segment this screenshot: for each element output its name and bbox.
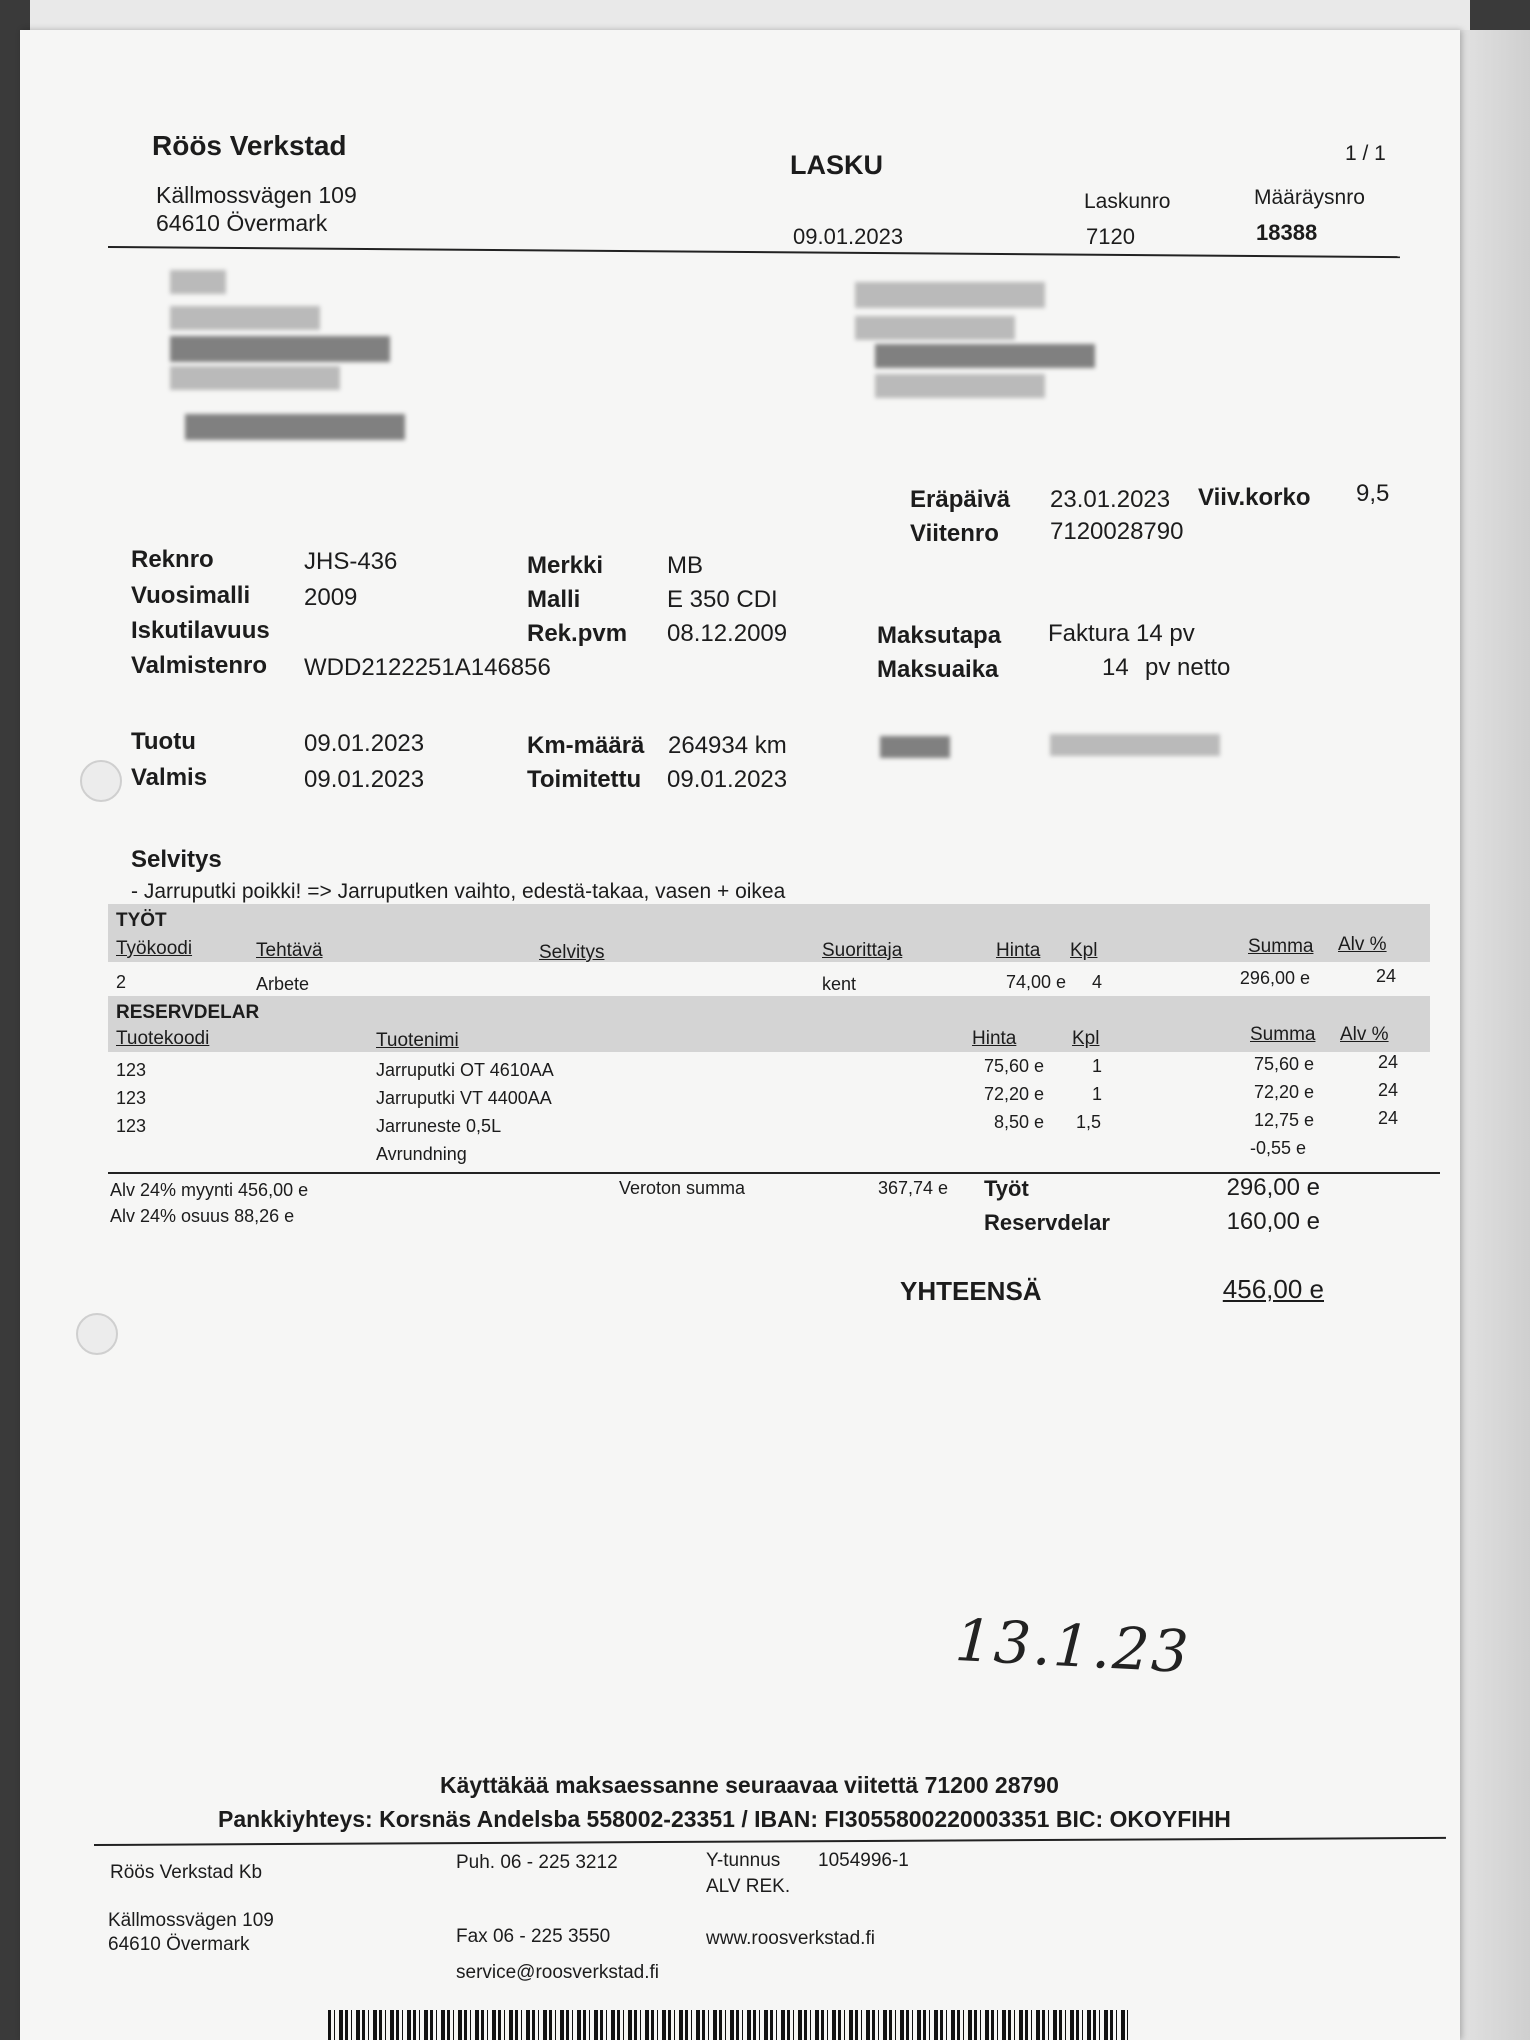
vin: WDD2122251A146856 <box>304 654 551 681</box>
part-price: 8,50 e <box>993 1112 1044 1132</box>
parts-section-title: RESERVDELAR <box>116 1002 260 1023</box>
reg-label: Reknro <box>131 546 214 573</box>
footer-alv: ALV REK. <box>706 1876 791 1897</box>
explanation-label: Selvitys <box>131 846 222 873</box>
make-label: Merkki <box>527 552 604 579</box>
mileage: 264934 km <box>668 732 787 759</box>
punch-hole <box>80 760 122 802</box>
arrived-label: Tuotu <box>131 728 196 755</box>
work-row-code: 2 <box>116 972 127 992</box>
part-code: 123 <box>116 1088 147 1108</box>
work-col-desc: Selvitys <box>539 942 605 963</box>
grand-total: 456,00 e <box>1222 1274 1324 1304</box>
part-sum: 75,60 e <box>1253 1054 1314 1074</box>
redacted-text <box>855 316 1015 340</box>
parts-header-band <box>108 996 1430 1052</box>
footer-company: Röös Verkstad Kb <box>110 1862 263 1883</box>
redacted-text <box>170 336 390 362</box>
footer-website: www.roosverkstad.fi <box>706 1928 875 1949</box>
order-number: 18388 <box>1256 220 1318 245</box>
rounding-label: Avrundning <box>376 1144 467 1164</box>
redacted-text <box>170 270 226 294</box>
paper-edge <box>1450 30 1530 2040</box>
part-name: Jarruputki OT 4610AA <box>376 1060 554 1080</box>
invoice-page <box>20 30 1460 2040</box>
work-row-performer: kent <box>822 974 857 994</box>
payment-method-label: Maksutapa <box>877 622 1002 649</box>
parts-col-vat: Alv % <box>1340 1024 1389 1045</box>
net-sum-label: Veroton summa <box>619 1178 746 1198</box>
company-name: Röös Verkstad <box>152 130 347 161</box>
work-row-sum: 296,00 e <box>1239 968 1310 988</box>
document-date: 09.01.2023 <box>793 224 904 249</box>
parts-col-name: Tuotenimi <box>376 1030 459 1051</box>
net-sum: 367,74 e <box>878 1178 949 1198</box>
interest-label: Viiv.korko <box>1198 484 1311 511</box>
part-qty: 1 <box>1092 1084 1103 1104</box>
vat-sales: Alv 24% myynti 456,00 e <box>110 1180 309 1200</box>
part-price: 75,60 e <box>983 1056 1044 1076</box>
company-city: 64610 Övermark <box>156 210 328 236</box>
footer-city: 64610 Övermark <box>108 1934 250 1955</box>
model-year-label: Vuosimalli <box>131 582 251 609</box>
work-col-sum: Summa <box>1248 936 1314 957</box>
model: E 350 CDI <box>667 586 778 613</box>
work-total-label: Työt <box>984 1176 1029 1201</box>
work-col-performer: Suorittaja <box>822 940 903 961</box>
arrived-date: 09.01.2023 <box>304 730 425 757</box>
part-name: Jarruneste 0,5L <box>376 1116 502 1136</box>
due-date: 23.01.2023 <box>1050 486 1171 513</box>
work-row-qty: 4 <box>1092 972 1103 992</box>
explanation-text: - Jarruputki poikki! => Jarruputken vaihto, edestä-takaa, vasen + oikea <box>131 880 786 903</box>
part-sum: 72,20 e <box>1253 1082 1314 1102</box>
reg-number: JHS-436 <box>304 548 398 575</box>
parts-total: 160,00 e <box>1226 1208 1320 1235</box>
redacted-text <box>855 282 1045 308</box>
reference-number: 7120028790 <box>1050 518 1184 545</box>
ready-date: 09.01.2023 <box>304 766 425 793</box>
part-qty: 1,5 <box>1076 1112 1102 1132</box>
work-row-vat: 24 <box>1376 966 1397 986</box>
parts-col-code: Tuotekoodi <box>116 1028 210 1049</box>
work-total: 296,00 e <box>1226 1174 1320 1201</box>
parts-col-sum: Summa <box>1250 1024 1316 1045</box>
redacted-text <box>170 306 320 330</box>
payment-term-days: 14 <box>1102 654 1129 681</box>
part-vat: 24 <box>1378 1052 1399 1072</box>
part-code: 123 <box>116 1116 147 1136</box>
part-qty: 1 <box>1092 1056 1103 1076</box>
redacted-text <box>875 344 1095 368</box>
delivered-label: Toimitettu <box>527 766 642 793</box>
parts-col-price: Hinta <box>972 1028 1017 1049</box>
handwritten-date: 13.1.23 <box>953 1605 1193 1687</box>
work-col-code: Työkoodi <box>116 938 193 959</box>
vat-share: Alv 24% osuus 88,26 e <box>110 1206 295 1226</box>
part-vat: 24 <box>1378 1108 1399 1128</box>
parts-col-qty: Kpl <box>1072 1028 1100 1049</box>
vin-label: Valmistenro <box>131 652 268 679</box>
payment-method: Faktura 14 pv <box>1048 620 1195 647</box>
punch-hole <box>76 1313 118 1355</box>
footer-ytunnus: 1054996-1 <box>818 1850 909 1871</box>
reference-label: Viitenro <box>910 520 999 547</box>
grand-total-label: YHTEENSÄ <box>900 1276 1042 1306</box>
redacted-text <box>1050 734 1220 756</box>
invoice-number-label: Laskunro <box>1084 190 1171 213</box>
barcode <box>328 2010 1128 2040</box>
invoice-number: 7120 <box>1086 224 1135 249</box>
work-col-qty: Kpl <box>1070 940 1098 961</box>
redacted-text <box>185 414 405 440</box>
redacted-text <box>170 366 340 390</box>
model-label: Malli <box>527 586 581 613</box>
footer-email: service@roosverkstad.fi <box>456 1962 660 1983</box>
parts-total-label: Reservdelar <box>984 1210 1110 1235</box>
part-price: 72,20 e <box>983 1084 1044 1104</box>
footer-ytunnus-label: Y-tunnus <box>706 1850 781 1871</box>
delivered-date: 09.01.2023 <box>667 766 788 793</box>
footer-bank-line: Pankkiyhteys: Korsnäs Andelsba 558002-23351 / IBAN: FI3055800220003351 BIC: OKOYFIHH <box>218 1806 1231 1832</box>
redacted-text <box>880 736 950 758</box>
reg-date: 08.12.2009 <box>667 620 788 647</box>
interest-rate: 9,5 <box>1356 480 1390 507</box>
page-number: 1 / 1 <box>1345 142 1386 165</box>
redacted-text <box>875 374 1045 398</box>
footer-reference-line: Käyttäkää maksaessanne seuraavaa viitettä 71200 28790 <box>440 1772 1059 1798</box>
ready-label: Valmis <box>131 764 208 791</box>
footer-street: Källmossvägen 109 <box>108 1910 274 1931</box>
footer-divider <box>94 1837 1446 1846</box>
order-number-label: Määräysnro <box>1254 186 1365 209</box>
part-sum: 12,75 e <box>1253 1110 1314 1130</box>
work-col-price: Hinta <box>996 940 1041 961</box>
work-col-vat: Alv % <box>1338 934 1387 955</box>
header-divider <box>108 246 1400 258</box>
displacement-label: Iskutilavuus <box>131 617 270 644</box>
mileage-label: Km-määrä <box>527 732 645 759</box>
work-col-task: Tehtävä <box>256 940 323 961</box>
document-title: LASKU <box>790 150 883 180</box>
footer-phone: Puh. 06 - 225 3212 <box>456 1852 618 1873</box>
company-street: Källmossvägen 109 <box>156 182 357 208</box>
work-row-task: Arbete <box>256 974 310 994</box>
part-name: Jarruputki VT 4400AA <box>376 1088 552 1108</box>
reg-date-label: Rek.pvm <box>527 620 628 647</box>
payment-term-text: pv netto <box>1145 654 1231 681</box>
work-row-price: 74,00 e <box>1005 972 1066 992</box>
due-date-label: Eräpäivä <box>910 486 1011 513</box>
make: MB <box>667 552 703 579</box>
footer-fax: Fax 06 - 225 3550 <box>456 1926 611 1947</box>
model-year: 2009 <box>304 584 358 611</box>
payment-term-label: Maksuaika <box>877 656 999 683</box>
work-section-title: TYÖT <box>116 910 167 931</box>
part-vat: 24 <box>1378 1080 1399 1100</box>
rounding-value: -0,55 e <box>1249 1138 1306 1158</box>
part-code: 123 <box>116 1060 147 1080</box>
